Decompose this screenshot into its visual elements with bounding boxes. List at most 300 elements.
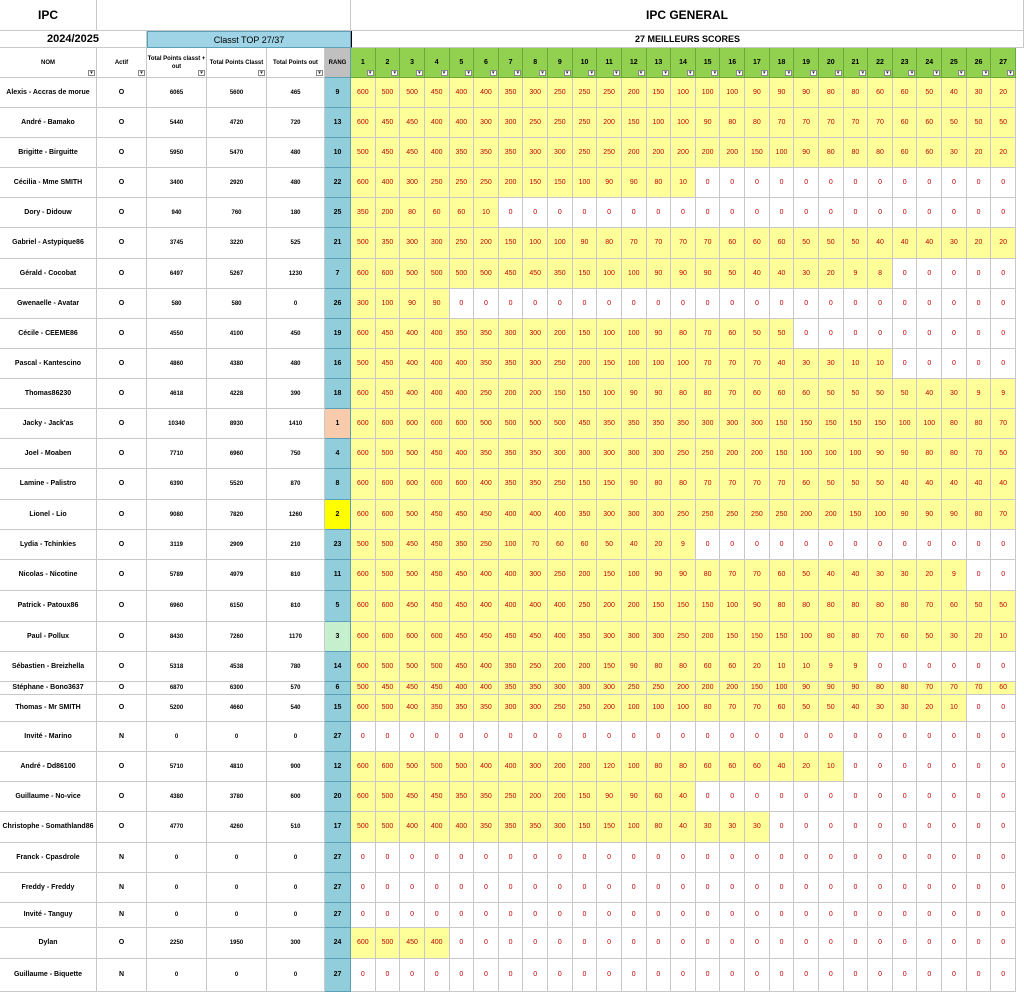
score-cell: 250 — [523, 652, 548, 682]
total-classt-value: 4660 — [207, 695, 267, 722]
score-cell: 0 — [647, 959, 672, 992]
score-cell: 600 — [450, 469, 475, 500]
score-cell: 300 — [548, 682, 573, 695]
score-cell: 80 — [647, 469, 672, 500]
score-cell: 0 — [523, 289, 548, 319]
score-cell: 150 — [770, 622, 795, 652]
total-classt-value: 0 — [207, 843, 267, 873]
filter-dropdown-icon[interactable]: ▾ — [958, 70, 965, 76]
score-cell: 20 — [745, 652, 770, 682]
filter-dropdown-icon[interactable]: ▾ — [258, 70, 265, 76]
col-header-score-18: 18 ▾ — [770, 48, 795, 78]
score-cell: 0 — [647, 289, 672, 319]
score-cell: 0 — [942, 530, 967, 560]
score-cell: 300 — [351, 289, 376, 319]
score-cell: 600 — [425, 409, 450, 439]
score-cell: 450 — [450, 591, 475, 622]
score-cell: 10 — [671, 168, 696, 198]
filter-dropdown-icon[interactable]: ▾ — [908, 70, 915, 76]
score-cell: 0 — [794, 928, 819, 959]
score-cell: 0 — [573, 903, 598, 928]
player-name: Nicolas - Nicotine — [0, 560, 97, 591]
score-cell: 400 — [474, 682, 499, 695]
score-cell: 350 — [499, 138, 524, 168]
score-cell: 0 — [868, 873, 893, 903]
score-cell: 80 — [647, 752, 672, 782]
score-cell: 250 — [597, 138, 622, 168]
score-cell: 600 — [351, 168, 376, 198]
actif-value: O — [97, 228, 147, 259]
score-cell: 350 — [450, 138, 475, 168]
score-cell: 0 — [942, 812, 967, 843]
player-name: Pascal - Kantescino — [0, 349, 97, 379]
score-cell: 0 — [991, 560, 1016, 591]
score-cell: 200 — [671, 682, 696, 695]
score-cell: 100 — [597, 319, 622, 349]
total-all-value: 5789 — [147, 560, 207, 591]
score-cell: 450 — [400, 591, 425, 622]
actif-value: N — [97, 843, 147, 873]
col-header-score-1: 1 ▾ — [351, 48, 376, 78]
player-name: Gabriel - Astypique86 — [0, 228, 97, 259]
score-cell: 90 — [622, 782, 647, 812]
score-cell: 0 — [991, 349, 1016, 379]
score-cell: 400 — [400, 695, 425, 722]
score-cell: 400 — [450, 439, 475, 469]
actif-value: O — [97, 928, 147, 959]
score-cell: 0 — [450, 873, 475, 903]
score-cell: 60 — [720, 319, 745, 349]
score-cell: 90 — [647, 259, 672, 289]
score-cell: 400 — [450, 379, 475, 409]
filter-dropdown-icon[interactable]: ▾ — [687, 70, 694, 76]
score-cell: 0 — [622, 289, 647, 319]
score-cell: 9 — [967, 379, 992, 409]
score-cell: 150 — [573, 812, 598, 843]
score-cell: 200 — [696, 138, 721, 168]
score-cell: 0 — [917, 168, 942, 198]
score-cell: 100 — [597, 379, 622, 409]
score-cell: 100 — [671, 349, 696, 379]
score-cell: 0 — [425, 843, 450, 873]
score-cell: 90 — [647, 319, 672, 349]
score-cell: 100 — [696, 78, 721, 108]
filter-dropdown-icon[interactable]: ▾ — [539, 70, 546, 76]
score-cell: 100 — [671, 108, 696, 138]
score-cell: 350 — [474, 439, 499, 469]
score-cell: 250 — [696, 439, 721, 469]
total-classt-value: 580 — [207, 289, 267, 319]
filter-dropdown-icon[interactable]: ▾ — [391, 70, 398, 76]
score-cell: 300 — [400, 228, 425, 259]
col-header-nom: NOM ▾ — [0, 48, 97, 78]
filter-dropdown-icon[interactable]: ▾ — [441, 70, 448, 76]
score-cell: 0 — [696, 959, 721, 992]
total-classt-value: 7260 — [207, 622, 267, 652]
total-all-value: 6390 — [147, 469, 207, 500]
score-cell: 70 — [770, 469, 795, 500]
score-cell: 0 — [794, 959, 819, 992]
score-cell: 70 — [991, 409, 1016, 439]
score-cell: 600 — [400, 469, 425, 500]
total-out-value: 1260 — [267, 500, 325, 530]
score-cell: 80 — [917, 439, 942, 469]
score-cell: 90 — [819, 682, 844, 695]
score-cell: 0 — [622, 198, 647, 228]
total-classt-value: 4228 — [207, 379, 267, 409]
score-cell: 500 — [351, 228, 376, 259]
score-cell: 0 — [794, 903, 819, 928]
score-cell: 0 — [474, 928, 499, 959]
score-cell: 90 — [942, 500, 967, 530]
score-cell: 0 — [523, 873, 548, 903]
score-cell: 0 — [893, 903, 918, 928]
score-cell: 50 — [745, 319, 770, 349]
total-all-value: 4618 — [147, 379, 207, 409]
score-cell: 80 — [671, 652, 696, 682]
score-cell: 150 — [647, 591, 672, 622]
filter-dropdown-icon[interactable]: ▾ — [933, 70, 940, 76]
total-classt-value: 5600 — [207, 78, 267, 108]
rank-value: 26 — [325, 289, 351, 319]
score-cell: 120 — [597, 752, 622, 782]
score-cell: 0 — [967, 560, 992, 591]
score-cell: 90 — [893, 439, 918, 469]
rank-value: 16 — [325, 349, 351, 379]
col-header-total-all: Total Points classt + out ▾ — [147, 48, 207, 78]
total-out-value: 1230 — [267, 259, 325, 289]
score-cell: 0 — [991, 722, 1016, 752]
score-cell: 450 — [425, 439, 450, 469]
score-cell: 100 — [647, 695, 672, 722]
filter-dropdown-icon[interactable]: ▾ — [711, 70, 718, 76]
filter-dropdown-icon[interactable]: ▾ — [138, 70, 145, 76]
filter-dropdown-icon[interactable]: ▾ — [761, 70, 768, 76]
score-cell: 0 — [819, 928, 844, 959]
score-cell: 450 — [400, 682, 425, 695]
actif-value: O — [97, 78, 147, 108]
filter-dropdown-icon[interactable]: ▾ — [465, 70, 472, 76]
score-cell: 9 — [991, 379, 1016, 409]
rank-value: 9 — [325, 78, 351, 108]
score-cell: 0 — [425, 873, 450, 903]
score-cell: 30 — [794, 349, 819, 379]
score-cell: 0 — [942, 903, 967, 928]
filter-dropdown-icon[interactable]: ▾ — [588, 70, 595, 76]
score-cell: 0 — [548, 722, 573, 752]
score-cell: 500 — [400, 652, 425, 682]
player-name: Invité - Tanguy — [0, 903, 97, 928]
score-cell: 0 — [794, 722, 819, 752]
rank-value: 7 — [325, 259, 351, 289]
score-cell: 60 — [745, 228, 770, 259]
col-header-score-26: 26 ▾ — [967, 48, 992, 78]
score-cell: 90 — [671, 560, 696, 591]
score-cell: 50 — [991, 591, 1016, 622]
total-classt-value: 0 — [207, 903, 267, 928]
score-cell: 450 — [425, 500, 450, 530]
score-cell: 300 — [523, 78, 548, 108]
score-cell: 300 — [597, 439, 622, 469]
player-name: Freddy - Freddy — [0, 873, 97, 903]
score-cell: 80 — [868, 591, 893, 622]
score-cell: 0 — [893, 349, 918, 379]
col-header-score-12: 12 ▾ — [622, 48, 647, 78]
score-cell: 20 — [917, 560, 942, 591]
score-cell: 90 — [893, 500, 918, 530]
score-cell: 0 — [917, 652, 942, 682]
rank-value: 4 — [325, 439, 351, 469]
score-cell: 450 — [450, 622, 475, 652]
total-out-value: 1410 — [267, 409, 325, 439]
total-out-value: 525 — [267, 228, 325, 259]
score-cell: 0 — [967, 349, 992, 379]
score-cell: 0 — [671, 289, 696, 319]
score-cell: 450 — [376, 379, 401, 409]
score-cell: 150 — [720, 622, 745, 652]
score-cell: 0 — [573, 959, 598, 992]
score-cell: 0 — [696, 289, 721, 319]
total-classt-value: 6150 — [207, 591, 267, 622]
score-cell: 0 — [844, 903, 869, 928]
score-cell: 400 — [425, 928, 450, 959]
total-out-value: 0 — [267, 722, 325, 752]
score-cell: 70 — [745, 695, 770, 722]
score-cell: 0 — [450, 843, 475, 873]
score-cell: 0 — [991, 873, 1016, 903]
score-cell: 60 — [696, 652, 721, 682]
score-cell: 80 — [967, 500, 992, 530]
filter-dropdown-icon[interactable]: ▾ — [490, 70, 497, 76]
score-cell: 400 — [523, 500, 548, 530]
score-cell: 80 — [770, 591, 795, 622]
score-cell: 0 — [745, 928, 770, 959]
score-cell: 90 — [622, 168, 647, 198]
rank-value: 10 — [325, 138, 351, 168]
score-cell: 350 — [499, 349, 524, 379]
total-classt-value: 1950 — [207, 928, 267, 959]
col-header-score-10: 10 ▾ — [573, 48, 598, 78]
player-name: Brigitte - Birguitte — [0, 138, 97, 168]
score-cell: 0 — [745, 782, 770, 812]
filter-dropdown-icon[interactable]: ▾ — [88, 70, 95, 76]
score-cell: 0 — [967, 903, 992, 928]
score-cell: 80 — [893, 591, 918, 622]
filter-dropdown-icon[interactable]: ▾ — [736, 70, 743, 76]
score-cell: 350 — [425, 695, 450, 722]
col-header-score-6: 6 ▾ — [474, 48, 499, 78]
score-cell: 100 — [622, 349, 647, 379]
score-cell: 250 — [450, 168, 475, 198]
score-cell: 0 — [844, 812, 869, 843]
score-cell: 450 — [400, 782, 425, 812]
score-cell: 500 — [351, 530, 376, 560]
score-cell: 300 — [548, 138, 573, 168]
score-cell: 60 — [942, 591, 967, 622]
filter-dropdown-icon[interactable]: ▾ — [613, 70, 620, 76]
total-out-value: 600 — [267, 782, 325, 812]
filter-dropdown-icon[interactable]: ▾ — [416, 70, 423, 76]
filter-dropdown-icon[interactable]: ▾ — [1007, 70, 1014, 76]
score-cell: 300 — [720, 409, 745, 439]
score-cell: 9 — [819, 652, 844, 682]
score-cell: 0 — [376, 722, 401, 752]
score-cell: 200 — [523, 782, 548, 812]
score-cell: 20 — [917, 695, 942, 722]
score-cell: 0 — [597, 873, 622, 903]
score-cell: 400 — [425, 379, 450, 409]
score-cell: 50 — [844, 379, 869, 409]
total-all-value: 5200 — [147, 695, 207, 722]
score-cell: 400 — [425, 319, 450, 349]
score-cell: 0 — [622, 873, 647, 903]
total-all-value: 940 — [147, 198, 207, 228]
meilleurs-scores-header: 27 MEILLEURS SCORES — [351, 31, 1024, 48]
score-cell: 0 — [720, 782, 745, 812]
score-cell: 10 — [991, 622, 1016, 652]
filter-dropdown-icon[interactable]: ▾ — [884, 70, 891, 76]
col-header-score-7: 7 ▾ — [499, 48, 524, 78]
filter-dropdown-icon[interactable]: ▾ — [835, 70, 842, 76]
score-cell: 400 — [425, 108, 450, 138]
score-cell: 200 — [474, 228, 499, 259]
score-cell: 0 — [868, 928, 893, 959]
score-cell: 500 — [351, 138, 376, 168]
actif-value: O — [97, 695, 147, 722]
filter-dropdown-icon[interactable]: ▾ — [810, 70, 817, 76]
filter-dropdown-icon[interactable]: ▾ — [638, 70, 645, 76]
player-name: Dylan — [0, 928, 97, 959]
actif-value: O — [97, 409, 147, 439]
score-cell: 80 — [597, 228, 622, 259]
score-cell: 600 — [351, 928, 376, 959]
score-cell: 0 — [474, 903, 499, 928]
rank-value: 6 — [325, 682, 351, 695]
total-all-value: 3400 — [147, 168, 207, 198]
score-cell: 30 — [942, 138, 967, 168]
score-cell: 0 — [696, 903, 721, 928]
score-cell: 50 — [720, 259, 745, 289]
filter-dropdown-icon[interactable]: ▾ — [859, 70, 866, 76]
rank-value: 27 — [325, 843, 351, 873]
score-cell: 0 — [499, 722, 524, 752]
score-cell: 60 — [425, 198, 450, 228]
filter-dropdown-icon[interactable]: ▾ — [198, 70, 205, 76]
score-cell: 40 — [942, 469, 967, 500]
filter-dropdown-icon[interactable]: ▾ — [982, 70, 989, 76]
col-header-score-17: 17 ▾ — [745, 48, 770, 78]
score-cell: 450 — [376, 138, 401, 168]
score-cell: 0 — [917, 873, 942, 903]
score-cell: 0 — [991, 319, 1016, 349]
score-cell: 600 — [351, 108, 376, 138]
filter-dropdown-icon[interactable]: ▾ — [316, 70, 323, 76]
score-cell: 0 — [647, 198, 672, 228]
score-cell: 10 — [770, 652, 795, 682]
score-cell: 90 — [745, 78, 770, 108]
score-cell: 0 — [770, 843, 795, 873]
score-cell: 0 — [720, 168, 745, 198]
score-cell: 90 — [597, 168, 622, 198]
filter-dropdown-icon[interactable]: ▾ — [514, 70, 521, 76]
actif-value: N — [97, 722, 147, 752]
score-cell: 30 — [868, 560, 893, 591]
total-out-value: 540 — [267, 695, 325, 722]
score-cell: 0 — [868, 959, 893, 992]
player-name: Gwenaelle - Avatar — [0, 289, 97, 319]
score-cell: 40 — [917, 469, 942, 500]
score-cell: 0 — [917, 782, 942, 812]
player-name: Cécilia - Mme SMITH — [0, 168, 97, 198]
score-cell: 9 — [942, 560, 967, 591]
score-cell: 200 — [548, 319, 573, 349]
filter-dropdown-icon[interactable]: ▾ — [785, 70, 792, 76]
actif-value: O — [97, 500, 147, 530]
score-cell: 0 — [622, 843, 647, 873]
score-cell: 400 — [499, 560, 524, 591]
col-header-score-11: 11 ▾ — [597, 48, 622, 78]
score-cell: 0 — [893, 198, 918, 228]
score-cell: 100 — [868, 500, 893, 530]
score-cell: 0 — [967, 319, 992, 349]
total-all-value: 5440 — [147, 108, 207, 138]
rank-value: 18 — [325, 379, 351, 409]
player-name: André - Dd86100 — [0, 752, 97, 782]
score-cell: 500 — [376, 812, 401, 843]
score-cell: 0 — [450, 289, 475, 319]
score-cell: 0 — [844, 928, 869, 959]
player-name: Lamine - Palistro — [0, 469, 97, 500]
score-cell: 450 — [376, 682, 401, 695]
score-cell: 350 — [499, 439, 524, 469]
score-cell: 0 — [917, 812, 942, 843]
score-cell: 500 — [450, 752, 475, 782]
score-cell: 100 — [622, 695, 647, 722]
score-cell: 60 — [794, 379, 819, 409]
score-cell: 50 — [819, 379, 844, 409]
score-cell: 0 — [844, 843, 869, 873]
score-cell: 90 — [597, 782, 622, 812]
score-cell: 70 — [917, 591, 942, 622]
score-cell: 0 — [770, 959, 795, 992]
filter-dropdown-icon[interactable]: ▾ — [564, 70, 571, 76]
filter-dropdown-icon[interactable]: ▾ — [367, 70, 374, 76]
score-cell: 0 — [376, 959, 401, 992]
score-cell: 50 — [844, 228, 869, 259]
score-cell: 150 — [844, 500, 869, 530]
player-name: Stéphane - Bono3637 — [0, 682, 97, 695]
actif-value: O — [97, 591, 147, 622]
score-cell: 0 — [351, 722, 376, 752]
score-cell: 0 — [844, 782, 869, 812]
score-cell: 50 — [844, 469, 869, 500]
score-cell: 0 — [499, 959, 524, 992]
score-cell: 80 — [671, 319, 696, 349]
score-cell: 600 — [376, 469, 401, 500]
score-cell: 300 — [499, 108, 524, 138]
score-cell: 250 — [671, 439, 696, 469]
score-cell: 150 — [622, 108, 647, 138]
score-cell: 150 — [745, 622, 770, 652]
score-cell: 0 — [942, 349, 967, 379]
score-cell: 90 — [647, 379, 672, 409]
score-cell: 500 — [523, 409, 548, 439]
score-cell: 70 — [745, 469, 770, 500]
score-cell: 0 — [499, 903, 524, 928]
total-classt-value: 5470 — [207, 138, 267, 168]
score-cell: 300 — [499, 319, 524, 349]
filter-dropdown-icon[interactable]: ▾ — [662, 70, 669, 76]
